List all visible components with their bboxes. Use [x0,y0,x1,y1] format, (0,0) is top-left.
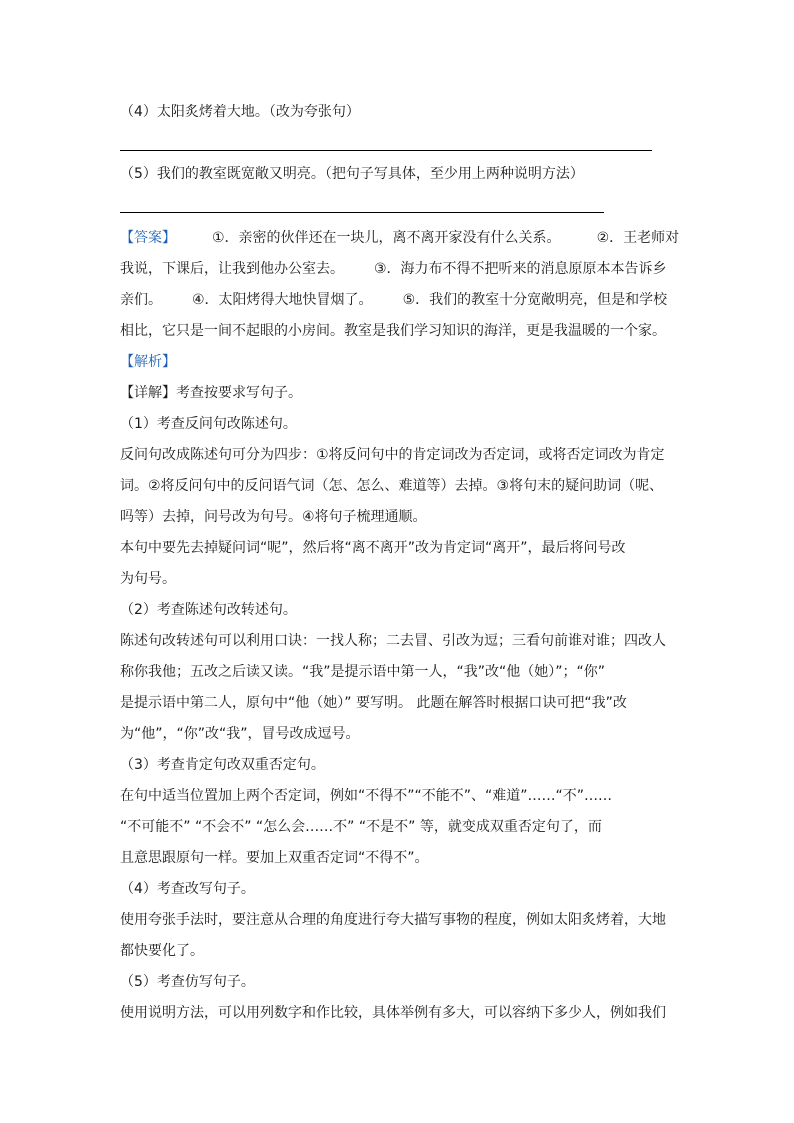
answer-line-2 [120,259,680,279]
answer-line-4: 相比，它只是一间不起眼的小房间。教室是我们学习知识的海洋，更是我温暖的一个家。 [120,323,666,339]
analysis-line: （5）考查仿写句子。 [120,974,255,990]
answer-line-3 [120,290,680,310]
analysis-line: （2）考查陈述句改转述句。 [120,602,297,618]
answer-tag: 【答案】 [120,230,176,246]
analysis-tag: 【解析】 [120,354,176,370]
analysis-line: 反问句改成陈述句可分为四步：①将反问句中的肯定词改为否定词，或将否定词改为肯定 [120,447,665,463]
analysis-line: （4）考查改写句子。 [120,881,255,897]
answer-blank-line [120,150,652,151]
analysis-line: “不可能不” “不会不” “怎么会……不” “不是不” 等，就变成双重否定句了，而 [120,819,602,835]
answer-item-5-start: ⑤．我们的教室十分宽敞明亮，但是和学校 [402,292,668,308]
answer-blank-line [120,212,604,213]
question-4: （4）太阳炙烤着大地。（改为夸张句） [120,104,360,120]
analysis-line: 使用说明方法，可以用列数字和作比较，具体举例有多大，可以容纳下多少人，例如我们 [120,1005,666,1021]
answer-item-1: ①．亲密的伙伴还在一块儿，离不离开家没有什么关系。 [212,230,561,246]
analysis-detail: 【详解】考查按要求写句子。 [120,385,302,401]
answer-item-2-end: 我说，下课后，让我到他办公室去。 [120,261,344,277]
answer-item-3-end: 亲们。 [120,292,162,308]
question-5: （5）我们的教室既宽敞又明亮。（把句子写具体，至少用上两种说明方法） [120,166,584,182]
analysis-line: 且意思跟原句一样。要加上双重否定词“不得不”。 [120,850,429,866]
analysis-line: （3）考查肯定句改双重否定句。 [120,757,325,773]
analysis-line: 为“他”，“你”改“我”，冒号改成逗号。 [120,726,360,742]
analysis-line: 是提示语中第二人，原句中“他（她）” 要写明。 此题在解答时根据口诀可把“我”改 [120,695,627,711]
analysis-line: 词。②将反问句中的反问语气词（怎、怎么、难道等）去掉。③将句末的疑问助词（呢、 [120,478,664,494]
analysis-line: 在句中适当位置加上两个否定词，例如“不得不”“不能不”、“难道”……“不”…… [120,788,613,804]
analysis-line: 称你我他；五改之后读又读。“我”是提示语中第一人，“我”改“他（她）”；“你” [120,664,606,680]
answer-item-4: ④．太阳烤得大地快冒烟了。 [192,292,373,308]
analysis-line: 陈述句改转述句可以利用口诀：一找人称；二去冒、引改为逗；三看句前谁对谁；四改人 [120,633,666,649]
answer-item-3-start: ③．海力布不得不把听来的消息原原本本告诉乡 [374,261,667,277]
answer-line-1 [120,228,680,248]
analysis-line: 使用夸张手法时，要注意从合理的角度进行夸大描写事物的程度，例如太阳炙烤着，大地 [120,912,666,928]
analysis-line: 本句中要先去掉疑问词“呢”，然后将“离不离开”改为肯定词“离开”，最后将问号改 [120,540,626,556]
analysis-line: 都快要化了。 [120,943,204,959]
analysis-line: 吗等）去掉，问号改为句号。④将句子梳理通顺。 [120,509,427,525]
analysis-line: 为句号。 [120,571,176,587]
analysis-line: （1）考查反问句改陈述句。 [120,416,297,432]
answer-item-2-start: ②．王老师对 [596,230,680,246]
